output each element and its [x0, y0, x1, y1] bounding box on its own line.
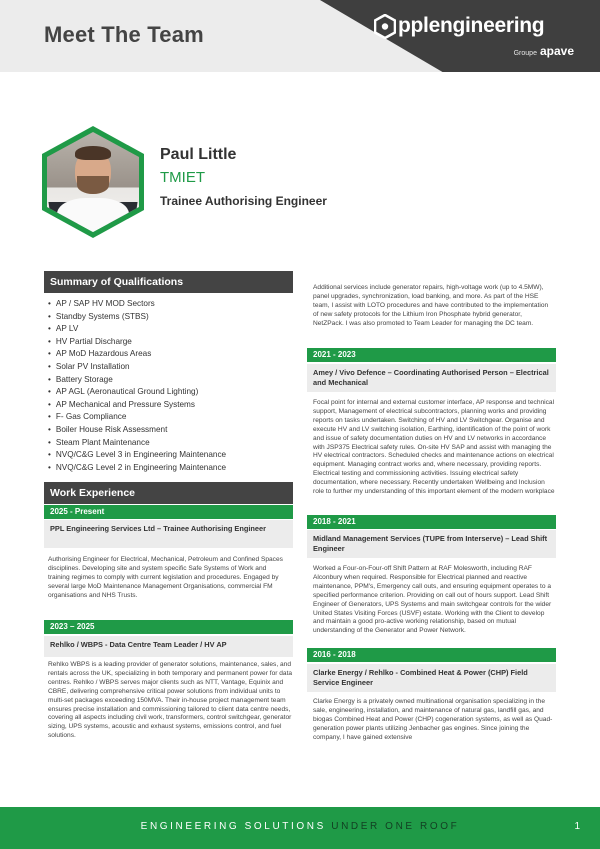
job-title: PPL Engineering Services Ltd – Trainee Authorising Engineer — [44, 520, 293, 548]
list-item: • Battery Storage — [48, 374, 293, 387]
job-title: Midland Management Services (TUPE from Interserve) – Lead Shift Engineer — [307, 530, 556, 558]
list-item: • AP MoD Hazardous Areas — [48, 348, 293, 361]
job-description: Worked a Four-on-Four-off Shift Pattern at RAF Molesworth, including RAF Alconbury when required. Responsible for Electrical planned and reactive maintenance, PPM's, Emergency call outs, and ensuring equipment operates to a specified performance criterion. Providing on call out of hours support. Lead Shift Engineer of Generators, UPS Systems and main switchgear controls for the wider United States Visiting Forces (USVF) estate. Working with the Client to develop and maintain a good pro-active working relationship, based on mutual understanding of the Generator and Power Network. — [313, 565, 552, 635]
job-period: 2016 - 2018 — [307, 648, 556, 662]
list-item: • NVQ/C&G Level 2 in Engineering Maintenance — [48, 462, 293, 475]
list-item: • AP LV — [48, 323, 293, 336]
hexagon-logo-icon — [374, 14, 396, 39]
job-title: Amey / Vivo Defence – Coordinating Authorised Person – Electrical and Mechanical — [307, 364, 556, 392]
list-item: • Steam Plant Maintenance — [48, 437, 293, 450]
logo-group-line: Groupe apave — [513, 44, 574, 58]
list-item: • Solar PV Installation — [48, 361, 293, 374]
logo-wordmark: pplengineering — [398, 14, 545, 37]
qualifications-list — [48, 298, 293, 474]
experience-heading: Work Experience — [44, 482, 293, 504]
company-logo — [374, 12, 574, 62]
footer-tagline: ENGINEERING SOLUTIONS UNDER ONE ROOF — [140, 821, 460, 832]
list-item: • Boiler House Risk Assessment — [48, 424, 293, 437]
page-footer — [0, 807, 600, 849]
footer-tagline-highlight: UNDER ONE ROOF — [331, 821, 460, 832]
job-period: 2023 – 2025 — [44, 620, 293, 634]
profile-credential: TMIET — [160, 169, 205, 186]
list-item: • F- Gas Compliance — [48, 411, 293, 424]
list-item: • AP / SAP HV MOD Sectors — [48, 298, 293, 311]
job-period: 2025 - Present — [44, 505, 293, 519]
page-header — [0, 0, 600, 72]
job-description: Authorising Engineer for Electrical, Mechanical, Petroleum and Confined Spaces disciplines. Developing site and system specific Safe Systems of Work and training regimes to comply with current legislation and procedures. Engaged by several large MoD Maintenance Management Organisations, commercial FM organisations and NHS Trusts. — [48, 556, 283, 599]
profile-role: Trainee Authorising Engineer — [160, 194, 327, 208]
apave-brand: apave — [539, 44, 574, 58]
job-description: Focal point for internal and external customer interface, AP response and technical support, Management of electrical subcontractors, planning works and providing reports on tasks undertaken. Switching of HV and LV Switchgear. Organise and execute HV and LV switching isolation, Earthing, identification of the point of work and issue of safety documentation duties on HV and LV networks in accordance with JSP375 Electrical safety rules. On-site HV SAP and assist with managing the HV electrical contractors. Scheduled checks and maintenance actions on electrical equipment. Managing contract works and, where necessary, providing reports. Electrical testing and commissioning activities. Issuing electrical safety documentation, where necessary. Recently undertaken Wellbeing and Inclusion role to further my understanding of this important element of the modern workplace — [313, 399, 555, 496]
job-period: 2021 - 2023 — [307, 348, 556, 362]
list-item: • AP AGL (Aeronautical Ground Lighting) — [48, 386, 293, 399]
job-description: Clarke Energy is a privately owned multinational organisation specializing in the sale, engineering, installation, and maintenance of natural gas, landfill gas, and biogas Combined Heat and Power (CHP) cogeneration systems, as well as Quad-generation power plants utilizing Jenbacher gas engines. Since joining the company, I have gained extensive — [313, 698, 553, 741]
list-item: • HV Partial Discharge — [48, 336, 293, 349]
profile-name: Paul Little — [160, 146, 237, 163]
job-description: Rehlko WBPS is a leading provider of generator solutions, maintenance, sales, and rentals across the UK, specializing in both temporary and permanent power for data centres. Rehlko / WBPS serves major clients such as NTT, Vantage, Equinix and CBRE, delivering comprehensive critical power solutions from individual units to multi-set packages exceeding 150MVA. Their in-house project management team ensures precise installation and commissioning tailored to client data centre needs, covering all aspects including civil work, transformers, control switchgear, generator sizing, UPS systems, acoustic and exhaust systems, emissions control, and fuel solutions. — [48, 661, 293, 740]
list-item: • NVQ/C&G Level 3 in Engineering Maintenance — [48, 449, 293, 462]
page-number: 1 — [574, 821, 580, 832]
job-title: Rehlko / WBPS - Data Centre Team Leader / HV AP — [44, 636, 293, 657]
page-title: Meet The Team — [44, 22, 204, 47]
list-item: • AP Mechanical and Pressure Systems — [48, 399, 293, 412]
qualifications-heading: Summary of Qualifications — [44, 271, 293, 293]
job-description-continued: Additional services include generator repairs, high-voltage work (up to 4.5MW), panel upgrades, synchronization, load banking, and more. As part of the HSE team, I assist with LOTO procedures and have contributed to the implementation of new safety protocols for the Lithium Iron Phosphate hybrid generator, NetZPack. I was also promoted to Team Leader for managing the DC team. — [313, 284, 549, 327]
list-item: • Standby Systems (STBS) — [48, 311, 293, 324]
job-period: 2018 - 2021 — [307, 515, 556, 529]
job-title: Clarke Energy / Rehlko - Combined Heat & Power (CHP) Field Service Engineer — [307, 664, 556, 692]
